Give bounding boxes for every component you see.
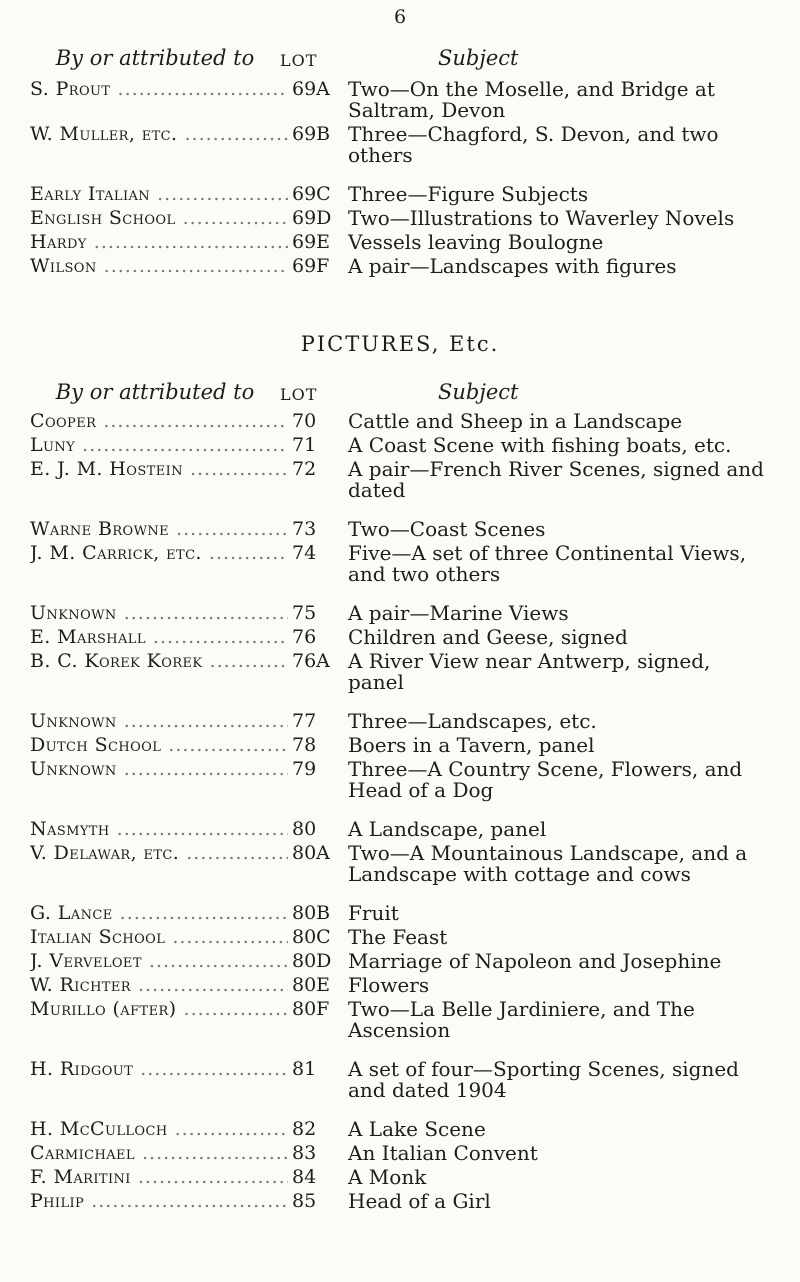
lot-table-watercolours	[30, 44, 790, 280]
artist-name: Unknown .....	[30, 711, 288, 732]
lot-number: 71	[292, 434, 317, 456]
lot-subject: Two—Illustrations to Waverley Novels	[348, 206, 735, 230]
lot-number: 85	[292, 1190, 317, 1212]
lot-row	[30, 759, 790, 801]
lot-number: 74	[292, 542, 317, 564]
lot-row	[30, 819, 790, 840]
lot-row	[30, 184, 790, 205]
artist-name: Unknown .....	[30, 759, 288, 801]
artist-heading: By or attributed to	[55, 46, 255, 70]
lot-subject: Two—Coast Scenes	[348, 517, 546, 541]
artist-name: E. J. M. Hostein .....	[30, 459, 288, 501]
artist-name: Philip .....	[30, 1191, 288, 1212]
lot-row	[30, 903, 790, 924]
artist-name: G. Lance .....	[30, 903, 288, 924]
lot-subject: Three—Figure Subjects	[348, 182, 589, 206]
lot-number: 80B	[292, 902, 331, 924]
lot-subject: A Landscape, panel	[348, 817, 547, 841]
lot-subject: An Italian Convent	[348, 1141, 538, 1165]
lot-row	[30, 999, 790, 1041]
lot-subject: Two—On the Moselle, and Bridge at Saltram, Devon	[348, 77, 715, 122]
artist-name: S. Prout .....	[30, 79, 288, 121]
lot-number: 80E	[292, 974, 331, 996]
lot-row	[30, 519, 790, 540]
lot-subject: A Monk	[348, 1165, 427, 1189]
lot-number: 80F	[292, 998, 330, 1020]
artist-name: Dutch School .....	[30, 735, 288, 756]
lot-row	[30, 975, 790, 996]
lot-subject: Three—A Country Scene, Flowers, and Head of a Dog	[348, 757, 743, 802]
lot-number: 79	[292, 758, 317, 780]
lot-row	[30, 435, 790, 456]
lot-row	[30, 951, 790, 972]
artist-name: Early Italian .....	[30, 184, 288, 205]
lot-number: 69C	[292, 183, 331, 205]
lot-number: 83	[292, 1142, 317, 1164]
artist-name: Wilson .....	[30, 256, 288, 277]
lot-number: 78	[292, 734, 317, 756]
artist-name: Italian School .....	[30, 927, 288, 948]
lot-subject: Fruit	[348, 901, 399, 925]
lot-number: 72	[292, 458, 317, 480]
lot-row	[30, 79, 790, 121]
lot-number: 69A	[292, 78, 330, 100]
lot-number: 70	[292, 410, 317, 432]
lot-subject: Flowers	[348, 973, 430, 997]
lot-row	[30, 1059, 790, 1101]
artist-name: Warne Browne .....	[30, 519, 288, 540]
lot-number: 69E	[292, 231, 331, 253]
lot-row	[30, 208, 790, 229]
lot-row	[30, 256, 790, 277]
lot-row	[30, 1143, 790, 1164]
lot-number: 80	[292, 818, 317, 840]
lot-subject: Head of a Girl	[348, 1189, 491, 1213]
artist-name: H. Ridgout .....	[30, 1059, 288, 1101]
page-number: 6	[393, 6, 407, 28]
lot-row	[30, 627, 790, 648]
lot-subject: A Lake Scene	[348, 1117, 486, 1141]
lot-subject: Marriage of Napoleon and Josephine	[348, 949, 722, 973]
artist-name: Hardy .....	[30, 232, 288, 253]
lot-row	[30, 411, 790, 432]
lot-number: 76A	[292, 650, 330, 672]
artist-name: Unknown .....	[30, 603, 288, 624]
artist-name: Nasmyth .....	[30, 819, 288, 840]
artist-name: J. Verveloet .....	[30, 951, 288, 972]
lot-row	[30, 927, 790, 948]
lot-number: 84	[292, 1166, 317, 1188]
artist-name: W. Muller, etc. .....	[30, 124, 288, 166]
artist-name: J. M. Carrick, etc. .....	[30, 543, 288, 585]
lot-subject: Children and Geese, signed	[348, 625, 628, 649]
lot-row	[30, 711, 790, 732]
lot-subject: Two—A Mountainous Landscape, and a Landscape with cottage and cows	[348, 841, 748, 886]
lot-number: 76	[292, 626, 317, 648]
column-header	[30, 44, 790, 75]
lot-subject: A pair—Landscapes with figures	[348, 254, 677, 278]
lot-subject: Three—Chagford, S. Devon, and two others	[348, 122, 719, 167]
lot-subject: The Feast	[348, 925, 448, 949]
artist-name: Luny .....	[30, 435, 288, 456]
subject-heading: Subject	[438, 46, 519, 70]
lot-subject: A pair—French River Scenes, signed and dated	[348, 457, 764, 502]
artist-name: English School .....	[30, 208, 288, 229]
lot-heading: LOT	[280, 385, 318, 404]
lot-row	[30, 543, 790, 585]
lot-number: 80A	[292, 842, 330, 864]
lot-row	[30, 1191, 790, 1212]
lot-row	[30, 1119, 790, 1140]
lot-row	[30, 651, 790, 693]
lot-number: 81	[292, 1058, 317, 1080]
lot-subject: Vessels leaving Boulogne	[348, 230, 604, 254]
lot-subject: A River View near Antwerp, signed, panel	[348, 649, 711, 694]
section-title: PICTURES, Etc.	[300, 332, 500, 356]
artist-name: H. McCulloch .....	[30, 1119, 288, 1140]
artist-heading: By or attributed to	[55, 380, 255, 404]
lot-number: 82	[292, 1118, 317, 1140]
lot-row	[30, 603, 790, 624]
lot-subject: Boers in a Tavern, panel	[348, 733, 595, 757]
column-header	[30, 378, 790, 409]
lot-subject: Cattle and Sheep in a Landscape	[348, 409, 683, 433]
artist-name: B. C. Korek Korek .....	[30, 651, 288, 693]
artist-name: F. Maritini .....	[30, 1167, 288, 1188]
artist-name: E. Marshall .....	[30, 627, 288, 648]
lot-subject: A pair—Marine Views	[348, 601, 569, 625]
lot-row	[30, 124, 790, 166]
lot-subject: Three—Landscapes, etc.	[348, 709, 597, 733]
subject-heading: Subject	[438, 380, 519, 404]
lot-row	[30, 843, 790, 885]
lot-number: 77	[292, 710, 317, 732]
lot-number: 80D	[292, 950, 332, 972]
lot-row	[30, 735, 790, 756]
artist-name: Murillo (after) .....	[30, 999, 288, 1041]
lot-number: 73	[292, 518, 317, 540]
lot-subject: Two—La Belle Jardiniere, and The Ascension	[348, 997, 695, 1042]
lot-subject: A Coast Scene with fishing boats, etc.	[348, 433, 732, 457]
lot-subject: A set of four—Sporting Scenes, signed and dated 1904	[348, 1057, 739, 1102]
lot-row	[30, 232, 790, 253]
lot-row	[30, 459, 790, 501]
lot-number: 69D	[292, 207, 332, 229]
lot-number: 69F	[292, 255, 330, 277]
lot-heading: LOT	[280, 51, 318, 70]
artist-name: W. Richter .....	[30, 975, 288, 996]
lot-table-pictures	[30, 378, 790, 1215]
artist-name: Carmichael .....	[30, 1143, 288, 1164]
artist-name: V. Delawar, etc. .....	[30, 843, 288, 885]
lot-number: 69B	[292, 123, 331, 145]
lot-subject: Five—A set of three Continental Views, and two others	[348, 541, 747, 586]
artist-name: Cooper .....	[30, 411, 288, 432]
lot-number: 75	[292, 602, 317, 624]
lot-row	[30, 1167, 790, 1188]
lot-number: 80C	[292, 926, 331, 948]
